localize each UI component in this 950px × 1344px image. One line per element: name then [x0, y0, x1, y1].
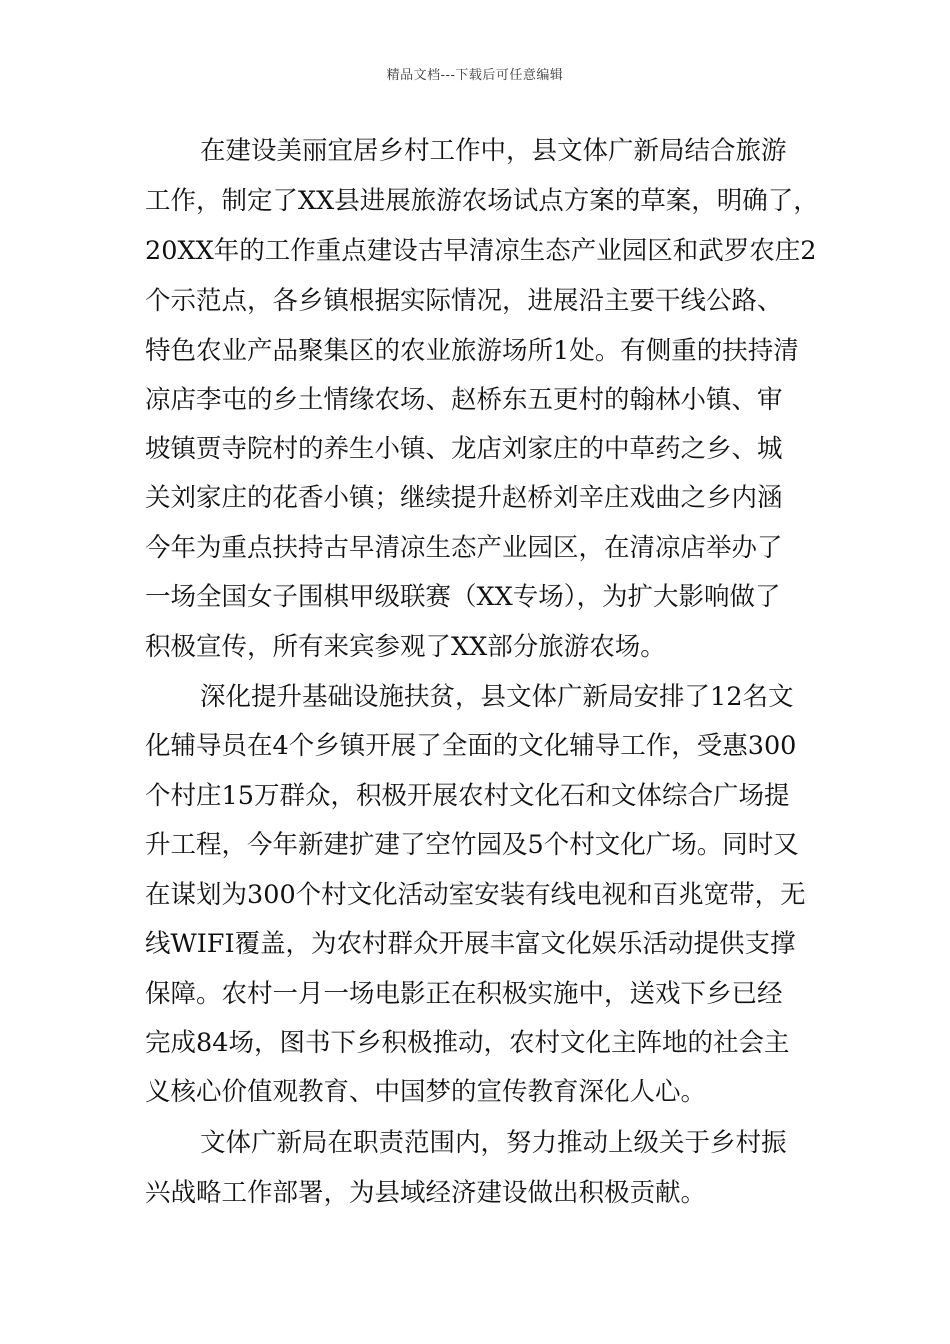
paragraph-2-line-3: 个村庄15万群众，积极开展农村文化石和文体综合广场提	[145, 781, 790, 811]
paragraph-1-line-2: 工作，制定了XX县进展旅游农场试点方案的草案，明确了，	[145, 186, 819, 216]
paragraph-1-line-4: 个示范点，各乡镇根据实际情况，进展沿主要干线公路、	[145, 286, 783, 316]
paragraph-1-line-3: 20XX年的工作重点建设古早清凉生态产业园区和武罗农庄2	[145, 236, 817, 266]
paragraph-2-line-7: 保障。农村一月一场电影正在积极实施中，送戏下乡已经	[145, 979, 783, 1009]
paragraph-3-line-1: 文体广新局在职责范围内，努力推动上级关于乡村振	[200, 1128, 787, 1158]
paragraph-1-line-1: 在建设美丽宜居乡村工作中，县文体广新局结合旅游	[200, 136, 787, 166]
paragraph-1-line-6: 凉店李屯的乡土情缘农场、赵桥东五更村的翰林小镇、审	[145, 385, 783, 415]
paragraph-1-line-8: 关刘家庄的花香小镇；继续提升赵桥刘辛庄戏曲之乡内涵	[145, 483, 783, 513]
paragraph-2-line-9: 义核心价值观教育、中国梦的宣传教育深化人心。	[145, 1077, 707, 1107]
page-header: 精品文档---下载后可任意编辑	[386, 68, 564, 83]
paragraph-1-line-10: 一场全国女子围棋甲级联赛（XX专场），为扩大影响做了	[145, 582, 781, 612]
paragraph-2-line-5: 在谋划为300个村文化活动室安装有线电视和百兆宽带，无	[145, 880, 806, 910]
paragraph-1-line-9: 今年为重点扶持古早清凉生态产业园区，在清凉店举办了	[145, 533, 783, 563]
paragraph-2-line-8: 完成84场，图书下乡积极推动，农村文化主阵地的社会主	[145, 1028, 790, 1058]
paragraph-1-line-5: 特色农业产品聚集区的农业旅游场所1处。有侧重的扶持清	[145, 336, 799, 366]
paragraph-2-line-6: 线WIFI覆盖，为农村群众开展丰富文化娱乐活动提供支撑	[145, 929, 796, 959]
paragraph-1-line-11: 积极宣传，所有来宾参观了XX部分旅游农场。	[145, 632, 666, 662]
paragraph-1-line-7: 坡镇贾寺院村的养生小镇、龙店刘家庄的中草药之乡、城	[145, 434, 783, 464]
paragraph-3-line-2: 兴战略工作部署，为县域经济建设做出积极贡献。	[145, 1178, 707, 1208]
paragraph-2-line-2: 化辅导员在4个乡镇开展了全面的文化辅导工作，受惠300	[145, 731, 797, 761]
paragraph-2-line-1: 深化提升基础设施扶贫，县文体广新局安排了12名文	[200, 682, 794, 712]
paragraph-2-line-4: 升工程，今年新建扩建了空竹园及5个村文化广场。同时又	[145, 830, 799, 860]
